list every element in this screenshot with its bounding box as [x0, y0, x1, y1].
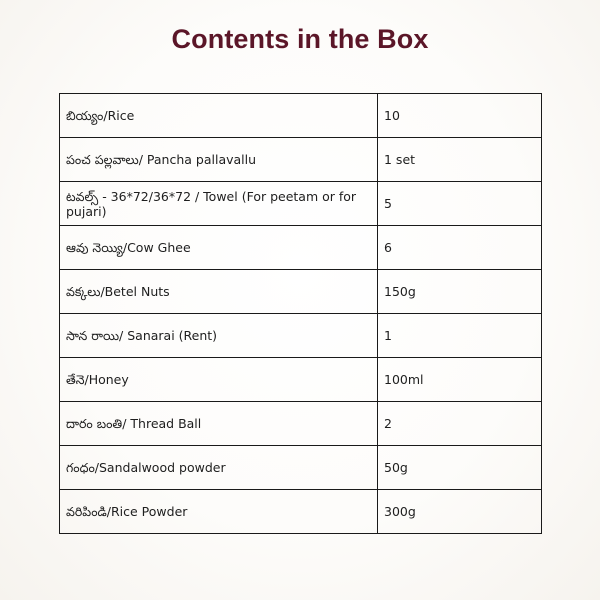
item-name-cell: వక్కలు/Betel Nuts [60, 270, 378, 314]
table-row [60, 446, 542, 490]
item-quantity-cell: 100ml [378, 358, 542, 402]
item-quantity-cell: 50g [378, 446, 542, 490]
page-title: Contents in the Box [171, 24, 429, 54]
item-name-cell: సాన రాయి/ Sanarai (Rent) [60, 314, 378, 358]
table-row [60, 314, 542, 358]
table-row [60, 182, 542, 226]
item-quantity-cell: 10 [378, 94, 542, 138]
item-quantity-cell: 150g [378, 270, 542, 314]
item-name-cell: ఆవు నెయ్యి/Cow Ghee [60, 226, 378, 270]
item-quantity-cell: 1 [378, 314, 542, 358]
table-row [60, 402, 542, 446]
item-name-cell: టవల్స్ - 36*72/36*72 / Towel (For peetam or for pujari) [60, 182, 378, 226]
table-row [60, 138, 542, 182]
table-row [60, 270, 542, 314]
item-quantity-cell: 5 [378, 182, 542, 226]
item-quantity-cell: 1 set [378, 138, 542, 182]
table-row [60, 490, 542, 534]
item-name-cell: వరిపిండి/Rice Powder [60, 490, 378, 534]
item-quantity-cell: 2 [378, 402, 542, 446]
item-name-cell: తేనె/Honey [60, 358, 378, 402]
table-row [60, 94, 542, 138]
table-row [60, 226, 542, 270]
item-quantity-cell: 6 [378, 226, 542, 270]
item-quantity-cell: 300g [378, 490, 542, 534]
item-name-cell: పంచ పల్లవాలు/ Pancha pallavallu [60, 138, 378, 182]
item-name-cell: దారం బంతి/ Thread Ball [60, 402, 378, 446]
contents-table [59, 93, 542, 534]
item-name-cell: బియ్యం/Rice [60, 94, 378, 138]
table-row [60, 358, 542, 402]
item-name-cell: గంధం/Sandalwood powder [60, 446, 378, 490]
